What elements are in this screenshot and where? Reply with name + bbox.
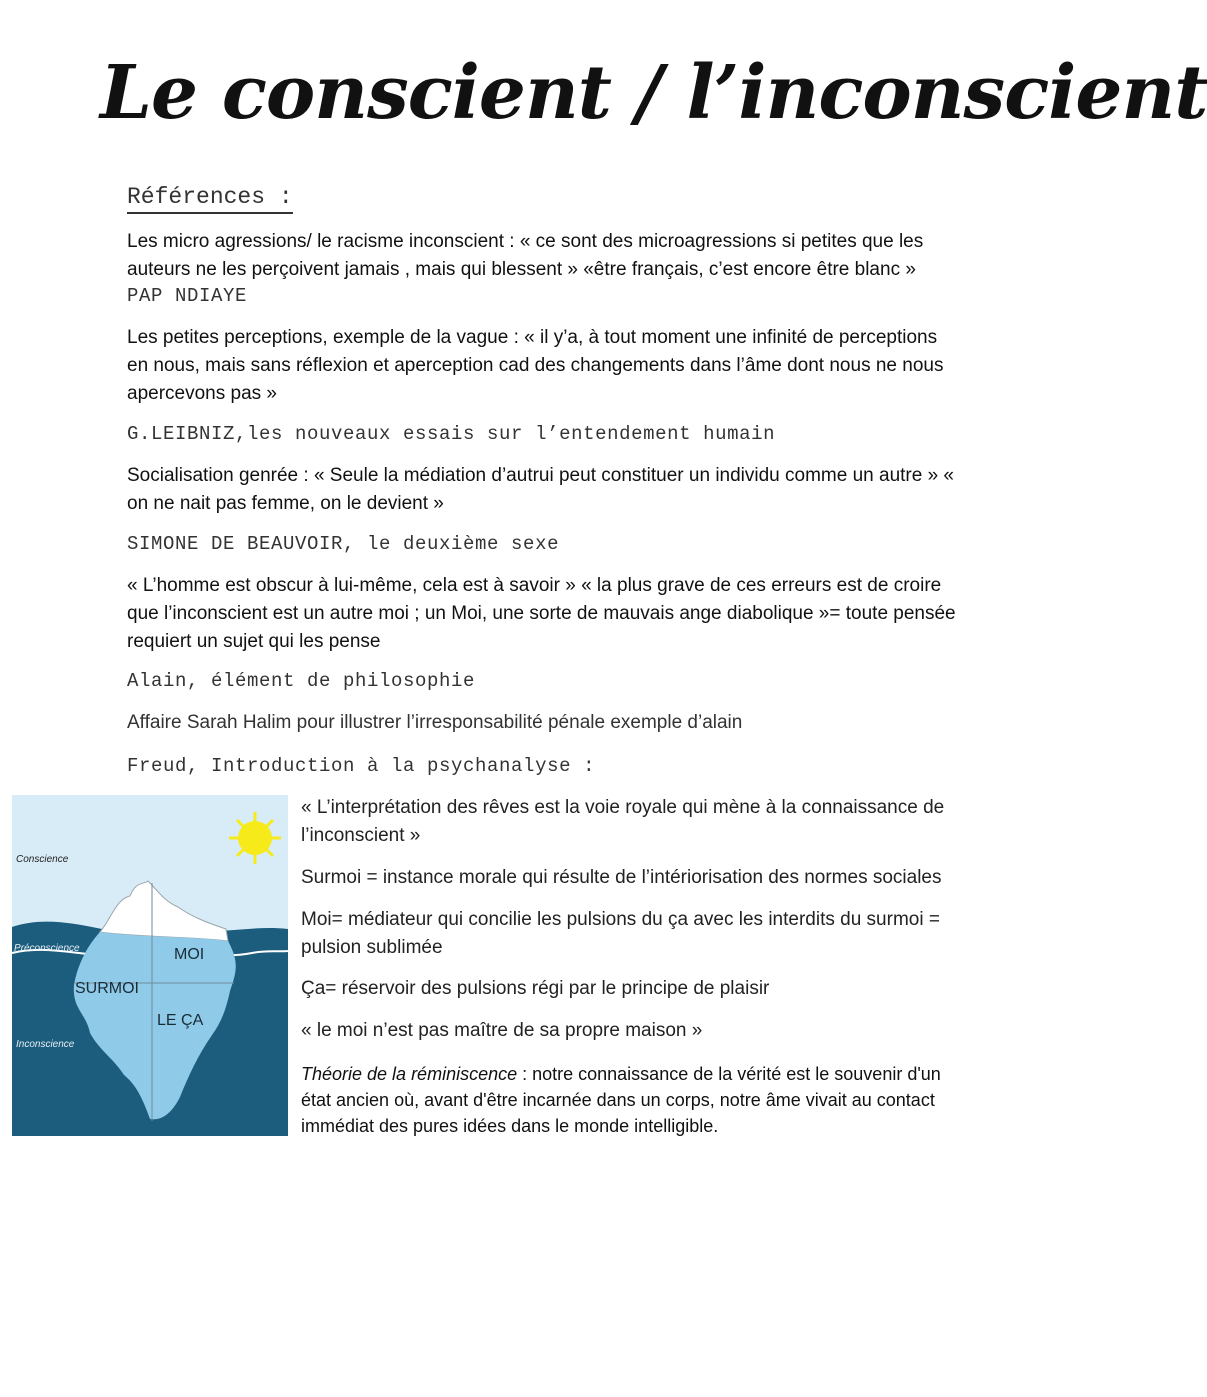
reminiscence-paragraph <box>301 1061 961 1139</box>
freud-point: Ça= réservoir des pulsions régi par le principe de plaisir <box>301 978 770 999</box>
label-inconscience: Inconscience <box>16 1039 75 1050</box>
entry-reference: SIMONE DE BEAUVOIR, le deuxième sexe <box>127 533 560 555</box>
reminiscence-title: Théorie de la réminiscence <box>301 1064 518 1084</box>
label-conscience: Conscience <box>16 854 69 865</box>
freud-point: Surmoi = instance morale qui résulte de l’intériorisation des normes sociales <box>301 867 942 888</box>
freud-point: « L’interprétation des rêves est la voie royale qui mène à la connaissance de l’inconscient » <box>301 797 945 846</box>
page-title: Le conscient / l’inconscient <box>100 50 1207 136</box>
entry-quote: « L’homme est obscur à lui-même, cela est à savoir » « la plus grave de ces erreurs est de croire que l’inconscient est un autre moi ; un Moi, une sorte de mauvais ange diabolique »= toute pensée requiert un sujet qui les pense <box>127 575 956 652</box>
label-surmoi: SURMOI <box>75 980 139 997</box>
freud-point: « le moi n’est pas maître de sa propre maison » <box>301 1020 703 1041</box>
label-le-ca: LE ÇA <box>157 1012 204 1029</box>
entry-reference: Alain, élément de philosophie <box>127 670 476 692</box>
reminiscence-text: : notre connaissance de la vérité est le souvenir d'un état ancien où, avant d'être incarnée dans un corps, notre âme vivait au contact immédiat des pures idées dans le monde intelligible. <box>301 1064 941 1136</box>
iceberg-diagram <box>12 795 288 1136</box>
note-text: Affaire Sarah Halim pour illustrer l’irresponsabilité pénale exemple d’alain <box>127 712 743 733</box>
entry-quote: Socialisation genrée : « Seule la médiation d’autrui peut constituer un individu comme un autre » « on ne nait pas femme, on le devient » <box>127 465 955 514</box>
entry-reference: G.LEIBNIZ,les nouveaux essais sur l’entendement humain <box>127 423 776 445</box>
entry-quote: Les petites perceptions, exemple de la vague : « il y’a, à tout moment une infinité de perceptions en nous, mais sans réflexion et aperception cad des changements dans l’âme dont nous ne nous apercevons pas » <box>127 327 944 404</box>
entry-reference: PAP NDIAYE <box>127 285 248 307</box>
freud-point: Moi= médiateur qui concilie les pulsions du ça avec les interdits du surmoi = pulsion sublimée <box>301 909 940 958</box>
section-heading: Références : <box>127 183 293 214</box>
freud-reference: Freud, Introduction à la psychanalyse : <box>127 755 596 777</box>
label-moi: MOI <box>174 946 205 963</box>
entry-quote: Les micro agressions/ le racisme inconscient : « ce sont des microagressions si petites que les auteurs ne les perçoivent jamais , mais qui blessent » «être français, c’est encore être blanc » <box>127 231 924 280</box>
label-preconscience: Préconscience <box>14 943 80 954</box>
